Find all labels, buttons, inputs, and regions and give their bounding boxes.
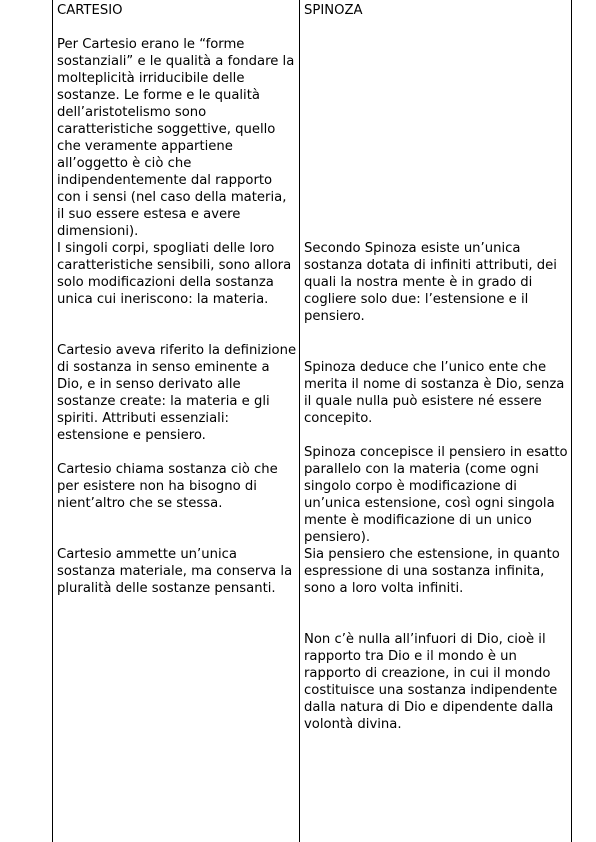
column-header-spinoza: SPINOZA [304,3,363,18]
spinoza-paragraph-5: Non c’è nulla all’infuori di Dio, cioè il rapporto tra Dio e il mondo è un rapporto di creazione, in cui il mondo costituisce una sostanza indipendente dalla natura di Dio e dipendente dalla volontà divina. [304,632,558,732]
cartesio-paragraph-2: I singoli corpi, spogliati delle loro caratteristiche sensibili, sono allora solo modificazioni della sostanza unica cui ineriscono: la materia. [57,241,292,307]
spinoza-paragraph-2: Spinoza deduce che l’unico ente che merita il nome di sostanza è Dio, senza il quale nulla può esistere né essere concepito. [304,360,565,426]
cartesio-paragraph-5: Cartesio ammette un’unica sostanza materiale, ma conserva la pluralità delle sostanze pensanti. [57,547,293,596]
column-cartesio [57,0,297,842]
cartesio-paragraph-1: Per Cartesio erano le “forme sostanziali” e le qualità a fondare la molteplicità irriducibile delle sostanze. Le forme e le qualità dell’aristotelismo sono caratteristiche soggettive, quello che veramente appartiene all’oggetto è ciò che indipendentemente dal rapporto con i sensi (nel caso della materia, il suo essere estesa e avere dimensioni). [57,37,295,239]
table-border-left [52,0,53,842]
spinoza-paragraph-3: Spinoza concepisce il pensiero in esatto parallelo con la materia (come ogni singolo corpo è modificazione di un’unica estensione, così ogni singola mente è modificazione di un unico pensiero). [304,445,568,545]
table-border-middle [299,0,300,842]
cartesio-paragraph-3: Cartesio aveva riferito la definizione di sostanza in senso eminente a Dio, e in senso derivato alle sostanze create: la materia e gli spiriti. Attributi essenziali: estensione e pensiero. [57,343,297,443]
spinoza-paragraph-4: Sia pensiero che estensione, in quanto espressione di una sostanza infinita, sono a loro volta infiniti. [304,547,560,596]
spinoza-paragraph-1: Secondo Spinoza esiste un’unica sostanza dotata di infiniti attributi, dei quali la nostra mente è in grado di cogliere solo due: l’estensione e il pensiero. [304,241,557,324]
column-header-cartesio: CARTESIO [57,3,123,18]
cartesio-paragraph-4: Cartesio chiama sostanza ciò che per esistere non ha bisogno di nient’altro che se stessa. [57,462,278,511]
column-spinoza [304,0,572,842]
